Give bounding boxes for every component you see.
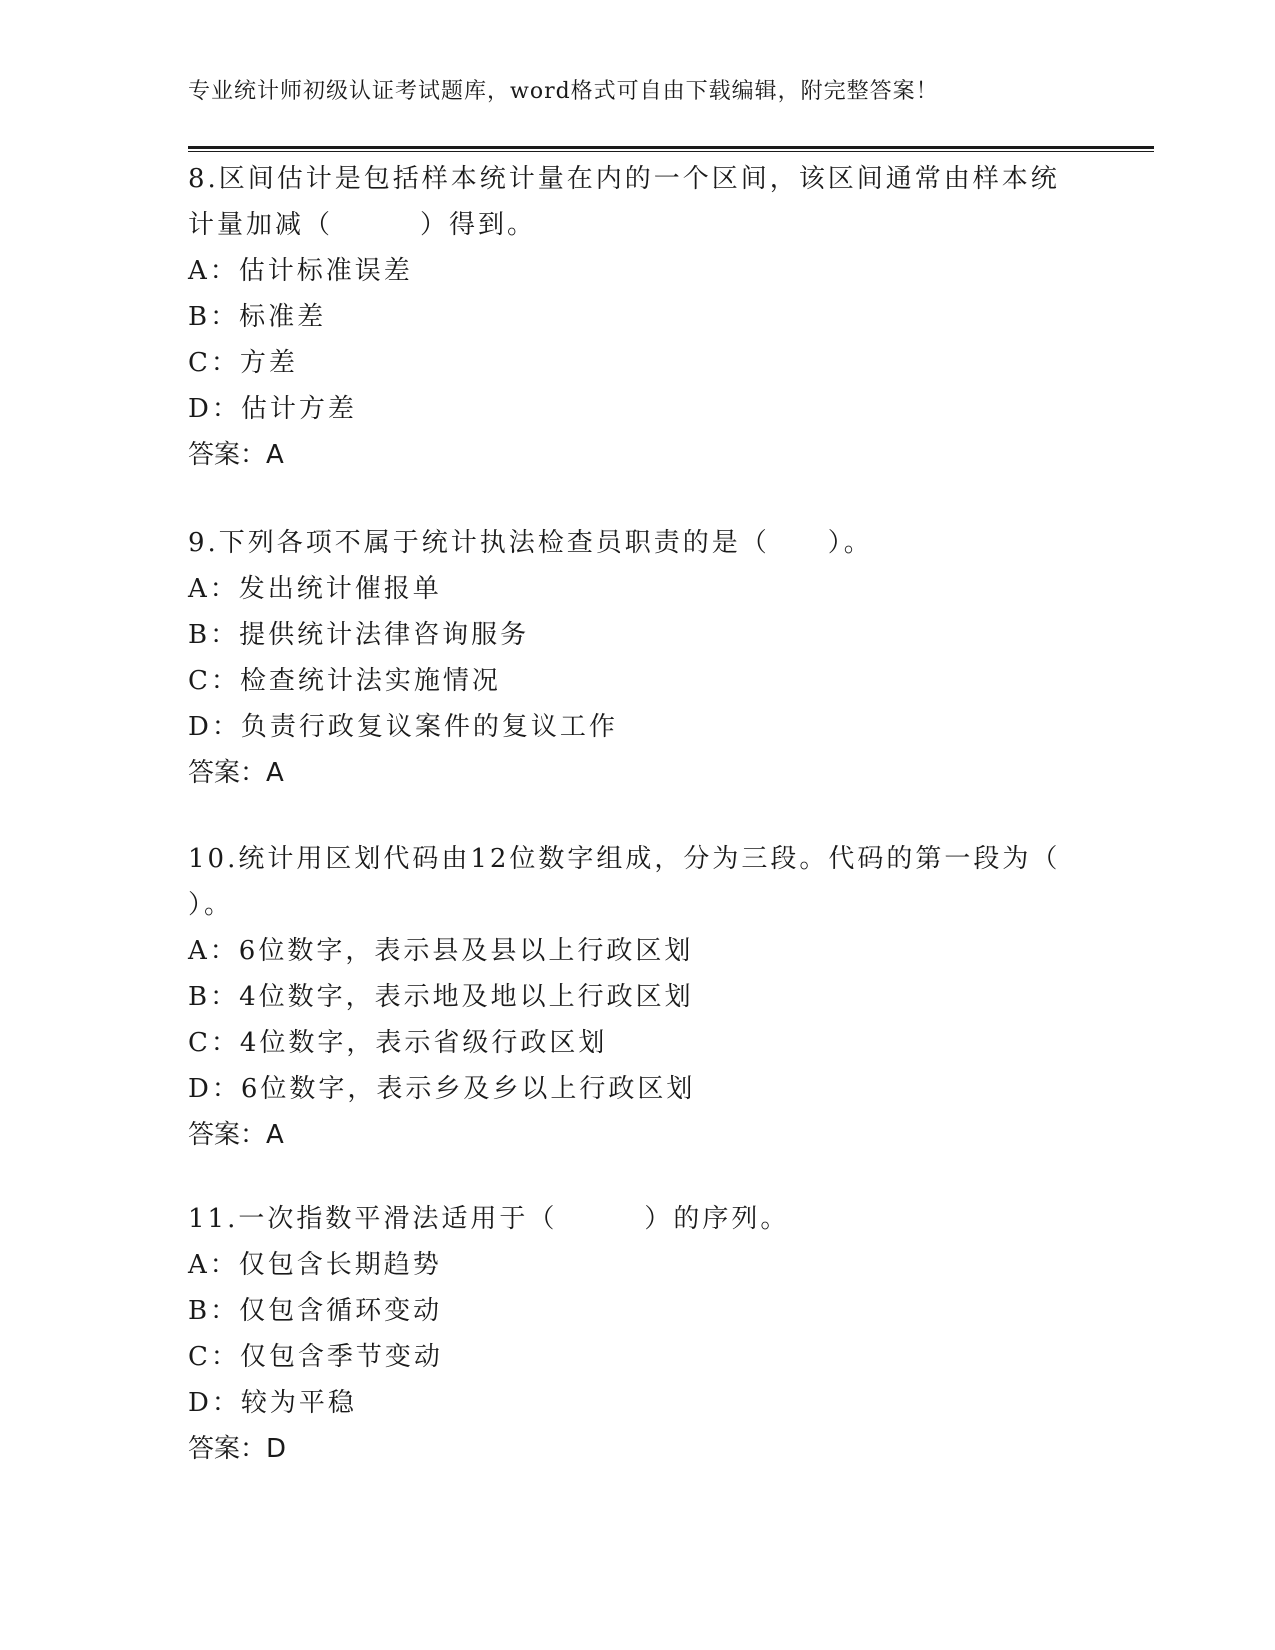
answer: 答案：A [188, 440, 284, 470]
option-c: C：检查统计法实施情况 [188, 666, 501, 696]
option-c: C：方差 [188, 348, 298, 378]
option-c: C：仅包含季节变动 [188, 1342, 443, 1372]
option-c: C：4位数字，表示省级行政区划 [188, 1028, 608, 1058]
option-d: D：负责行政复议案件的复议工作 [188, 712, 618, 742]
option-b: B：标准差 [188, 302, 327, 332]
option-a: A：6位数字，表示县及县以上行政区划 [188, 936, 694, 966]
option-d: D：估计方差 [188, 394, 357, 424]
question-stem-line: 9.下列各项不属于统计执法检查员职责的是（ ）。 [188, 528, 873, 558]
answer: 答案：D [188, 1434, 287, 1464]
question-stem-line: 8.区间估计是包括样本统计量在内的一个区间，该区间通常由样本统 [188, 164, 1060, 194]
question-stem-line: 11.一次指数平滑法适用于（ ）的序列。 [188, 1204, 790, 1234]
question-10 [188, 836, 1068, 1158]
question-stem-line: 10.统计用区划代码由12位数字组成，分为三段。代码的第一段为（ [188, 844, 1061, 874]
option-b: B：仅包含循环变动 [188, 1296, 443, 1326]
answer: 答案：A [188, 1120, 284, 1150]
question-9 [188, 520, 1068, 796]
option-a: A：仅包含长期趋势 [188, 1250, 442, 1280]
page-header: 专业统计师初级认证考试题库，word格式可自由下载编辑，附完整答案！ [188, 79, 939, 104]
option-b: B：提供统计法律咨询服务 [188, 620, 530, 650]
question-stem-line: 计量加减（ ）得到。 [188, 210, 537, 240]
question-8 [188, 156, 1068, 478]
option-b: B：4位数字，表示地及地以上行政区划 [188, 982, 694, 1012]
option-a: A：发出统计催报单 [188, 574, 442, 604]
header-divider [188, 146, 1154, 152]
question-11 [188, 1196, 1068, 1472]
option-d: D：6位数字，表示乡及乡以上行政区划 [188, 1074, 696, 1104]
answer: 答案：A [188, 758, 284, 788]
option-d: D：较为平稳 [188, 1388, 357, 1418]
option-a: A：估计标准误差 [188, 256, 413, 286]
question-stem-line: ）。 [188, 890, 234, 920]
